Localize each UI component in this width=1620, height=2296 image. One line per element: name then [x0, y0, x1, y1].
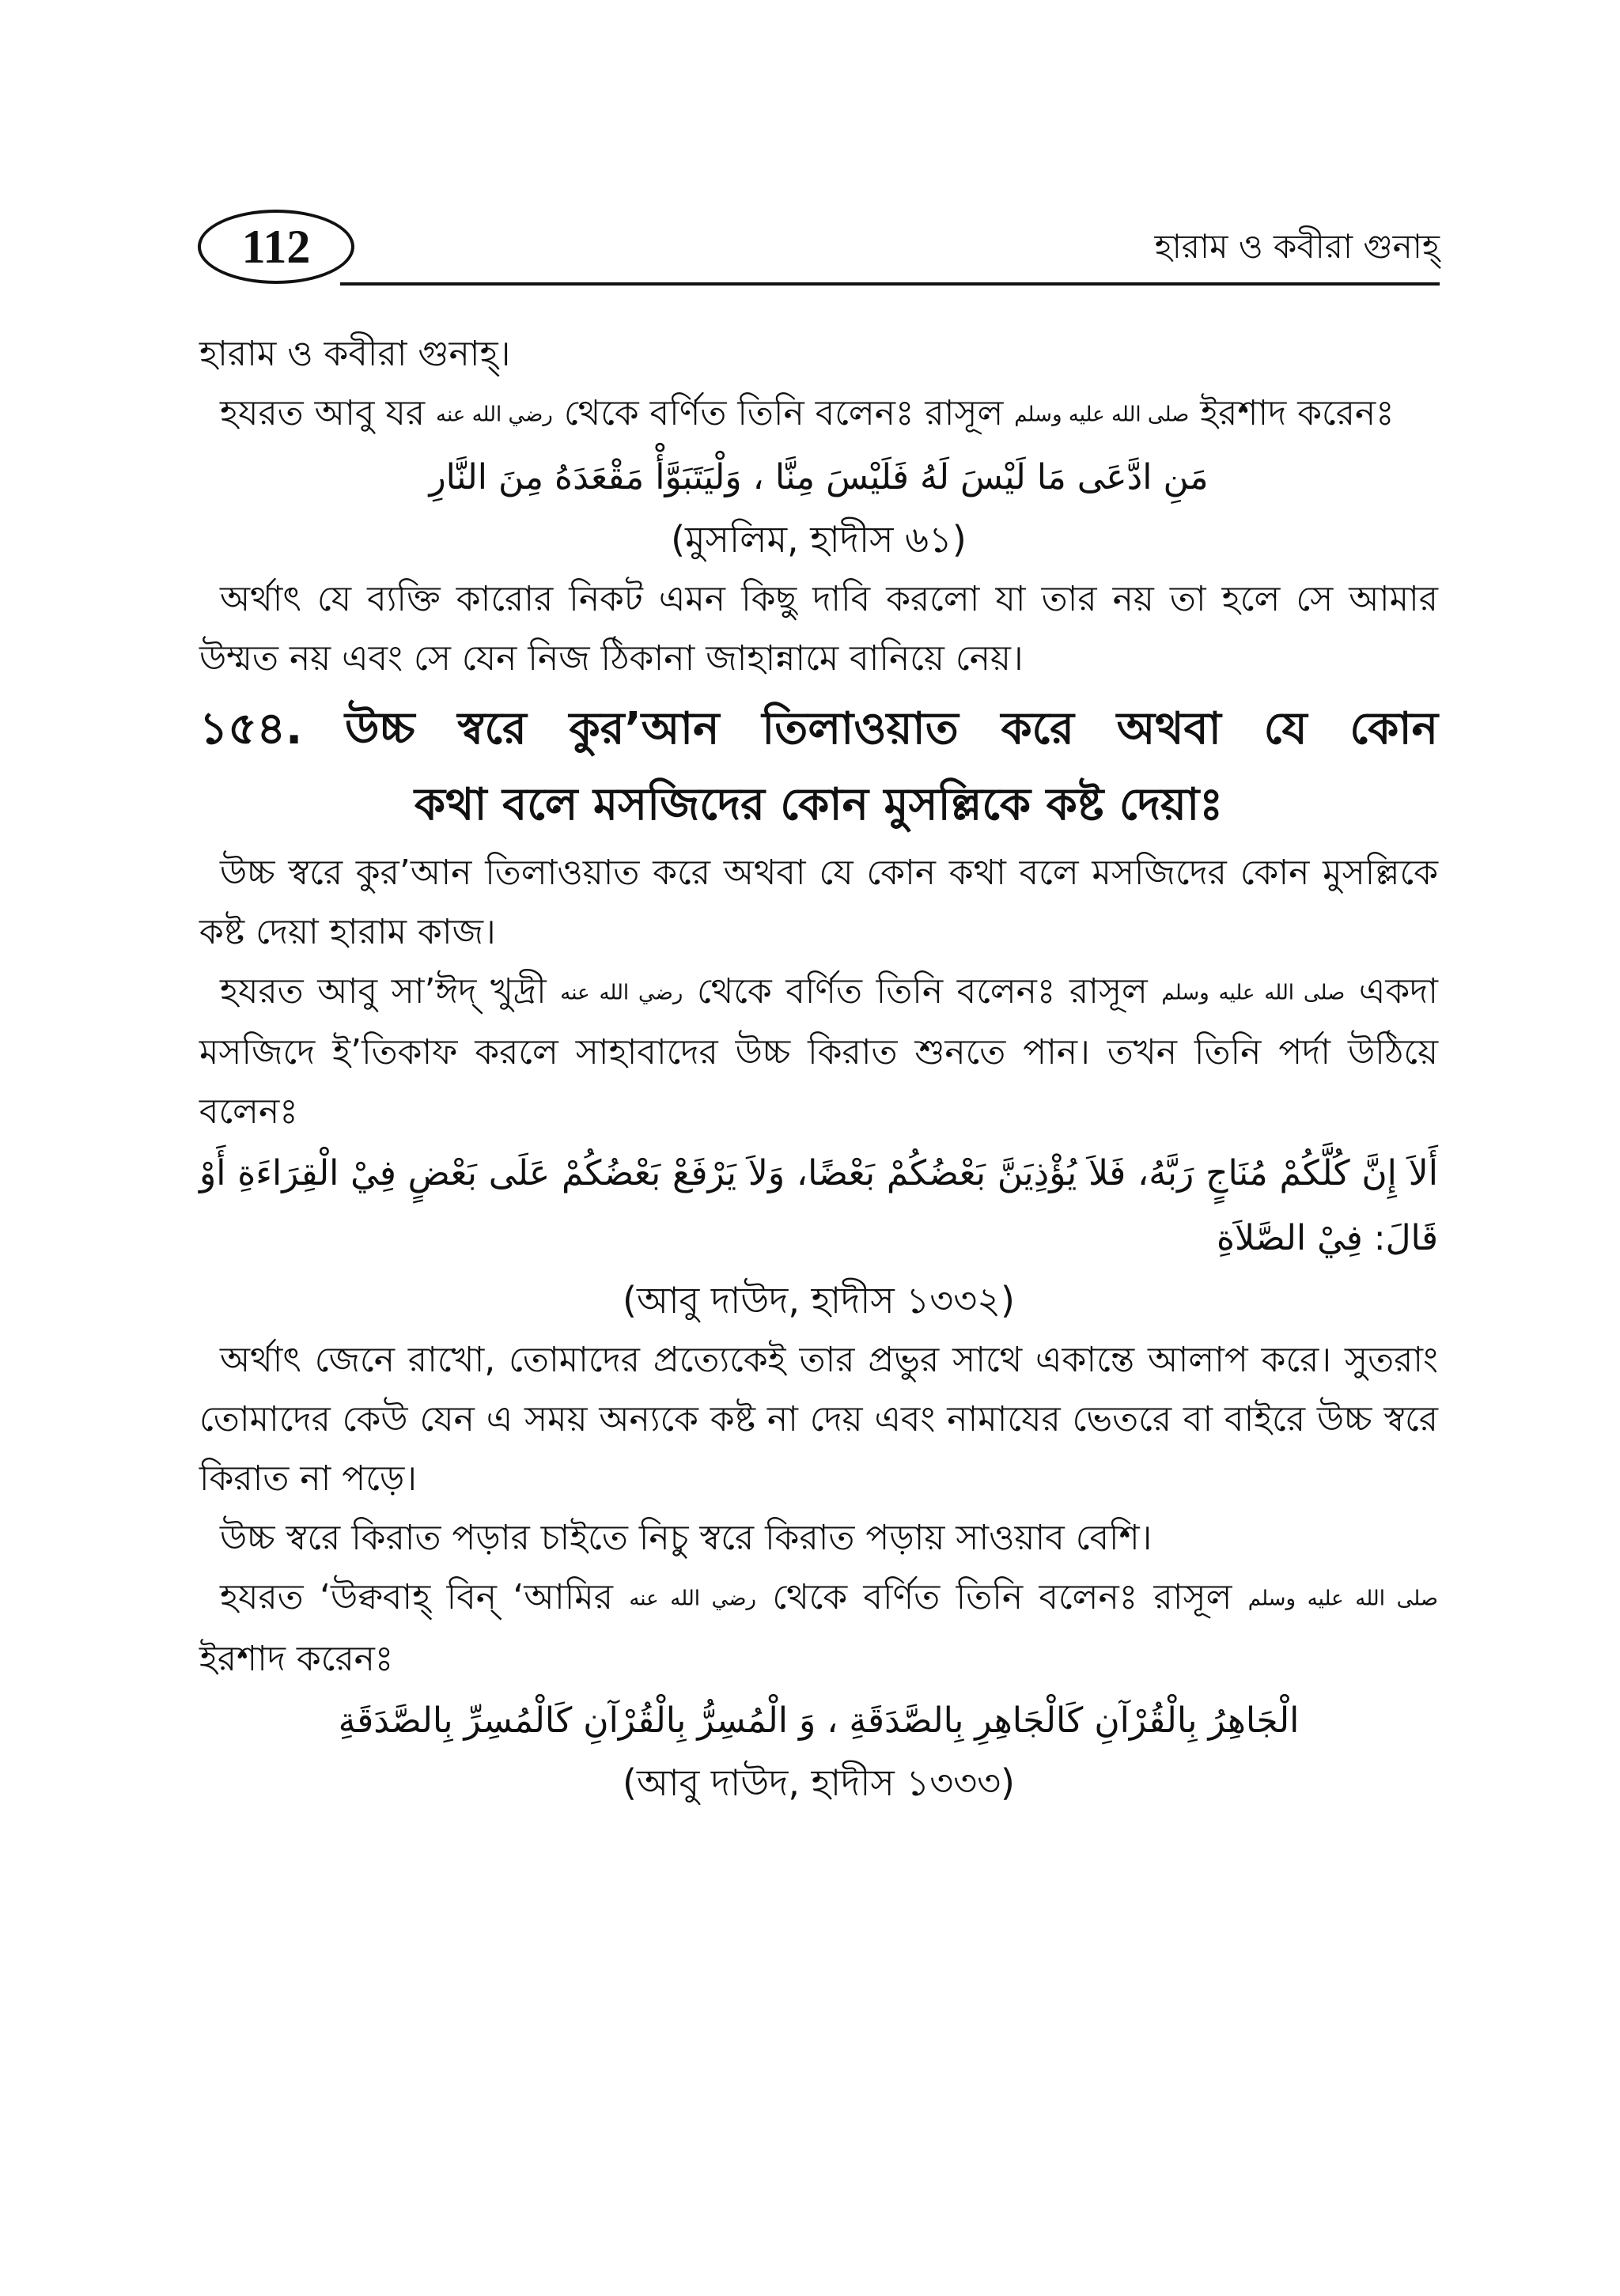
radiyallahu-anhu-glyph: رضي الله عنه [560, 981, 683, 1004]
page-number: 112 [198, 210, 354, 284]
narration-text: থেকে বর্ণিত তিনি বলেনঃ রাসূল [563, 393, 1004, 433]
sallallahu-alaihi-wasallam-glyph: صلى الله عليه وسلم [1161, 981, 1346, 1004]
narration-text: একদা মসজিদে ই’তিকাফ করলে সাহাবাদের উচ্চ কিরাত শুনতে পান। তখন তিনি পর্দা উঠিয়ে বলেনঃ [199, 970, 1438, 1132]
narration-abu-said [199, 962, 1438, 1142]
narration-text: ইরশাদ করেনঃ [1200, 393, 1395, 433]
page-content [199, 324, 1438, 1813]
hadith-reference-2: (আবু দাউদ, হাদীস ১৩৩২) [623, 1279, 1015, 1322]
arabic-hadith-2: أَلاَ إِنَّ كُلَّكُمْ مُنَاجٍ رَبَّهُ، فَلاَ يُؤْذِيَنَّ بَعْضُكُمْ بَعْضًا، وَلاَ يَرْفَعْ بَعْضُكُمْ عَلَى بَعْضٍ فِيْ الْقِرَاءَةِ أَوْ قَالَ: فِيْ الصَّلاَةِ [199, 1153, 1438, 1258]
sallallahu-alaihi-wasallam-glyph: صلى الله عليه وسلم [1247, 1587, 1438, 1611]
paragraph-intro: হারাম ও কবীরা গুনাহ্। [199, 334, 511, 374]
page-header [198, 210, 1440, 289]
arabic-hadith-1: مَنِ ادَّعَى مَا لَيْسَ لَهُ فَلَيْسَ مِنَّا ، وَلْيَتَبَوَّأْ مَقْعَدَهُ مِنَ النَّارِ [429, 456, 1209, 497]
paragraph-ruling: উচ্চ স্বরে কুর’আন তিলাওয়াত করে অথবা যে কোন কথা বলে মসজিদের কোন মুসল্লিকে কষ্ট দেয়া হারাম কাজ। [199, 852, 1438, 952]
narration-text: হযরত আবু সা’ঈদ্ খুদ্রী [220, 970, 547, 1012]
arabic-hadith-3: الْجَاهِرُ بِالْقُرْآنِ كَالْجَاهِرِ بِالصَّدَقَةِ ، وَ الْمُسِرُّ بِالْقُرْآنِ كَالْمُسِرِّ بِالصَّدَقَةِ [338, 1700, 1300, 1741]
narration-text: থেকে বর্ণিত তিনি বলেনঃ রাসূল [696, 970, 1148, 1012]
sallallahu-alaihi-wasallam-glyph: صلى الله عليه وسلم [1014, 403, 1190, 427]
narration-text: থেকে বর্ণিত তিনি বলেনঃ রাসূল [772, 1577, 1232, 1617]
header-rule [340, 282, 1440, 286]
narration-text: হযরত আবু যর [220, 393, 426, 433]
section-heading-line-1: ১৫৪. উচ্চ স্বরে কুর’আন তিলাওয়াত করে অথবা যে কোন [199, 702, 1438, 755]
hadith-reference-3: (আবু দাউদ, হাদীস ১৩৩৩) [623, 1761, 1015, 1804]
section-heading-line-2: কথা বলে মসজিদের কোন মুসল্লিকে কষ্ট দেয়াঃ [414, 778, 1224, 830]
translation-1: অর্থাৎ যে ব্যক্তি কারোর নিকট এমন কিছু দাবি করলো যা তার নয় তা হলে সে আমার উম্মত নয় এবং সে যেন নিজ ঠিকানা জাহান্নামে বানিয়ে নেয়। [199, 578, 1438, 679]
paragraph-recitation: উচ্চ স্বরে কিরাত পড়ার চাইতে নিচু স্বরে কিরাত পড়ায় সাওয়াব বেশি। [220, 1518, 1153, 1558]
hadith-reference-1: (মুসলিম, হাদীস ৬১) [671, 517, 967, 561]
section-heading [199, 691, 1438, 843]
narration-text: হযরত ‘উক্ববাহ্ বিন্ ‘আমির [220, 1577, 613, 1617]
translation-2: অর্থাৎ জেনে রাখো, তোমাদের প্রত্যেকেই তার প্রভুর সাথে একান্তে আলাপ করে। সুতরাং তোমাদের কেউ যেন এ সময় অন্যকে কষ্ট না দেয় এবং নামাযের ভেতরে বা বাইরে উচ্চ স্বরে কিরাত না পড়ে। [199, 1340, 1438, 1499]
narration-text: ইরশাদ করেনঃ [199, 1638, 394, 1679]
radiyallahu-anhu-glyph: رضي الله عنه [629, 1587, 756, 1611]
running-title: হারাম ও কবীরা গুনাহ্ [1154, 227, 1440, 266]
narration-abu-dharr [199, 384, 1438, 445]
narration-uqbah [199, 1568, 1438, 1689]
radiyallahu-anhu-glyph: رضي الله عنه [436, 403, 553, 427]
